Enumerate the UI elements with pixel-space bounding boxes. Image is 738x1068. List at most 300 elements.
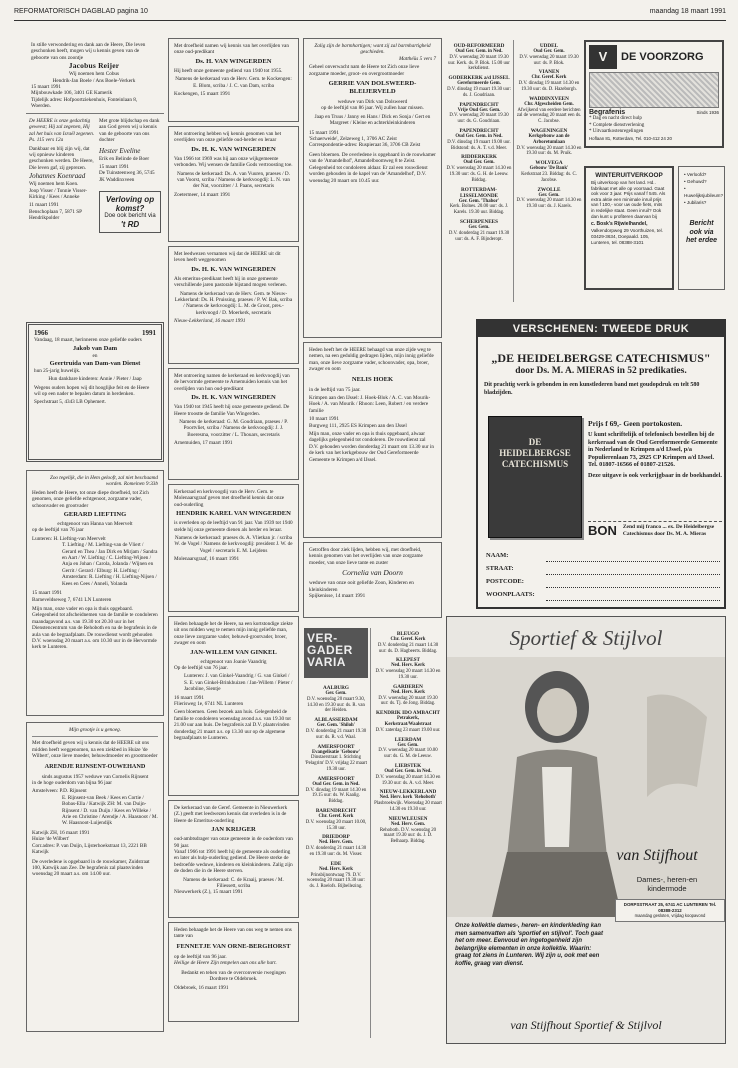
book-title: „DE HEIDELBERGSE CATECHISMUS" (491, 351, 711, 365)
signatories: Namens de kerkeraad: Ds. A. van Vuuren, praeses / D. van Voorst, scriba / Namens de kerkvoogdij: L. N. van der Nat, voorzitter / J. Paans, secretaris (176, 170, 291, 190)
page-header (14, 6, 726, 20)
church-listing (304, 808, 368, 831)
deceased-name: JAN-WILLEM VAN GINKEL (190, 648, 277, 656)
field-label: POSTCODE: (486, 578, 524, 585)
notice-date: 10 maart 1991 (309, 416, 339, 423)
notice-text: In stille verwondering en dank aan de Heere, Die leven geschonken heeft, mogen wij u kennis geven van de geboorte van ons zoontje (31, 42, 146, 61)
bullet: Dag en nacht direct hulp (592, 116, 642, 122)
church-listing (446, 43, 512, 72)
church-listing (374, 657, 442, 680)
notice-text: Met ontroering namen de kerkeraad en kerkvoogdij van de hervormde gemeente te Arnemuiden kennis van het overlijden van hun oud-predikant (174, 373, 290, 392)
notice-date: 15 maart 1991 (31, 84, 61, 91)
funeral-info: Geen bloemen. De overledene is opgebaard in de rouwkamer van de 'Amandelhof', Amandelboomweg 8 te Zeist. Gelegenheid tot condoleren aldaar. Er zal een rouwdienst worden gehouden in de kapel van de 'Amandelhof', D.V. woensdag 20 maart om 10.45 uur. (309, 151, 436, 184)
notice-text: Met droefheid geven wij u kennis dat de HEERE uit ons midden heeft weggenomen, na een ziekbed in Huize 'de Wilbert', onze lieve moeder, behuwdmoeder en grootmoeder (32, 740, 158, 760)
listing-church: Ned. Herv. Gem. (318, 840, 354, 846)
meeting-col-c (374, 628, 442, 1038)
church-listing (304, 717, 368, 740)
coupon-fields (486, 549, 720, 601)
notice-date: 11 maart 1991 (29, 202, 59, 209)
verse: Zoo tegelijk, die in Hem gelooft, zal niet beschaamd worden. Romeinen 9:33b (49, 475, 158, 488)
listing-place: WOLVEGA (535, 160, 563, 167)
voorzorg-bullets: * Dag en nacht direct hulp * Complete dienstverlening * Uitvaartkostenregelingen (589, 116, 645, 135)
church-listing (516, 160, 582, 183)
notice-sub: echtgenoot van Hanna van Meervelt (57, 521, 133, 528)
notice-date: 15 maart 1991 (99, 164, 129, 171)
listing-service: D.V. woensdag 20 maart 19.30 uur. Kerk. ds. P. Blok. 15.00 uur kerkdienst. (448, 54, 510, 72)
church-listing (446, 75, 512, 98)
church-listing (446, 187, 512, 216)
relatives-head: Amstelveen: P.D. Rijnsent (32, 788, 87, 795)
age: op de leeftijd van 86 jaar. Wij zullen haar missen. (321, 105, 424, 112)
obituary-van-dolsweerd (303, 38, 442, 338)
birth-notice-double (26, 115, 164, 305)
field-label: STRAAT: (486, 565, 514, 572)
listing-church: Gebouw 'De Bank' (529, 166, 569, 172)
winter-sale-ad (584, 166, 674, 290)
correspondence-address: Correspondentie-adres: Ruspieraat 36, 3706 CB Zeist (309, 142, 421, 149)
listing-service: D.V. zaterdag 23 maart 19.00 uur. (375, 727, 441, 733)
notice-note: Tijdelijk adres: Hofpoortziekenhuis, Fonteinlaan 8, Woerden. (31, 96, 138, 110)
notice-date: Arnemuiden, 17 maart 1991 (174, 440, 233, 447)
listing-place: VIANEN (538, 69, 560, 76)
church-listing (446, 102, 512, 125)
meeting-col-d (304, 682, 368, 1042)
notice-sub: is overleden op de leeftijd van 91 jaar. Van 1939 tot 1940 stelde hij onze gemeente dienen als herder en leraar. (174, 520, 293, 533)
connector: en (92, 353, 98, 360)
header-date: maandag 18 maart 1991 (649, 8, 726, 15)
fashion-ad (446, 616, 726, 1044)
church-listing (304, 834, 368, 857)
notice-sub: Wij noemen hem Koen. (29, 181, 79, 188)
book-description: Dit prachtig werk is gebonden in een kunstlederen band met goudopdruk en telt 580 bladzijden. (484, 382, 700, 396)
listing-church: Oud Ger. Gem. (463, 160, 495, 166)
listing-church: Evangelisatie 'Gebouw' (311, 749, 361, 755)
notice-text: Heden behaagde het de Heere, na een kortstondige ziekte uit ons midden weg te nemen mijn innig geliefde man, onze lieve zorgzame vader, behuwd-grootvader, broer, zwager en oom (174, 621, 293, 647)
child-name: Johannes Koenraad (29, 172, 86, 181)
notice-address: Benschoplaan 7, 5871 SP Hendrikpolder (29, 208, 82, 222)
obituary-rijnsent (26, 722, 164, 1032)
voorzorg-since: Sinds 1936 (696, 110, 719, 115)
listing-service: D.V. woensdag 20 maart 14.30 en 19.30 uur: ds. J. Karels. (516, 198, 582, 210)
deceased-name: JAN KRIJGER (211, 826, 256, 834)
deceased-name: FENNETJE VAN ORNE-BERGHORST (176, 942, 291, 950)
listing-church: Oud Ger. Gem. in Ned. (312, 781, 360, 787)
listing-place: NIEUW-LEKKERLAND (379, 789, 437, 796)
listing-place: UDDEL (539, 43, 559, 49)
deceased-name: NELIS HOEK (351, 375, 394, 383)
church-listing (516, 96, 582, 125)
notice-date: 16 maart 1991 (174, 694, 204, 701)
listing-place: BLEUGO (396, 631, 420, 637)
listing-church: Ned. Herv. Kerk (319, 866, 353, 872)
brand-logo: van Stijfhout (616, 847, 698, 864)
listing-church: Ned. Herv. kerk 'Rehoboth' (379, 795, 437, 801)
obituary-hoek (303, 342, 442, 538)
relatives: T. Liefting / M. Liefting-van de Vliert / Gerard en Thea / Jan Dirk en Mirjam / Sandra en Aart / W. Liefting / C. Liefting-Wijnen / Anja en Johan / Carola, Jolanda / Wijnen en Gerrit / Gerard / Elburg: H. Liefting / Amsterdam: R. Liefting / H. Liefting-Nijsen / Kees en Cees / Anneli, Yolanda (62, 542, 158, 587)
notice-text: Kerkeraad en kerkvoogdij van de Herv. Gem. te Molenaarsgraaf geven met droefheid kennis dat onze oud-ouderling (174, 489, 285, 508)
church-listing (374, 684, 442, 707)
signatories: Namens de kerkeraad: C. de Kraaij, praeses / M. Filiessett, scriba (183, 876, 284, 890)
notice-address: De Tuinsteenweg 36, 5745 JK Waddinxveen (99, 170, 155, 183)
vergadering-title: VER-GADER VARIA (307, 631, 353, 669)
church-listing (374, 631, 442, 654)
parents: Joop Visser / Tonnie Visser-Kirking / Kees / Anneke (29, 187, 87, 201)
child-name: Jacobus Reijer (68, 61, 120, 71)
relatives: Lunteren: J. van Ginkel-Vaandrig / G. van Ginkel / S. E. van Ginkel-Brinkhuizen / Jan-Willem / Pieter / Jacobiine, Sientje (184, 673, 293, 693)
model-blouse (542, 767, 572, 847)
notice-date: Nieuw-Lekkerland, 16 maart 1991 (174, 318, 246, 325)
listing-service: Rehoboth. D.V. woensdag 20 maart 19.30 uur: ds. J. D. Belhaarp. Biddag. (379, 827, 437, 845)
church-listing (374, 816, 442, 845)
listing-service: Plasbroekwijk. Woensdag 20 maart 14.30 en 19.30 uur. (374, 801, 442, 812)
shop-address: DORPSSTRAAT 25, 6741 AC LUNTEREN Tel. 08388-2312 (623, 902, 717, 913)
deceased-name: Ds. H. VAN WINGERDEN (195, 57, 272, 65)
notice-address: Flierisweg 1e, 6741 NL Lunteren (174, 701, 244, 708)
verse: Zalig zijn de barmhartigen; want zij zal barmhartigheid geschieden. (314, 43, 431, 56)
signatories: Namens de kerkeraad van de Herv. Gem. te Kockengen: E. Blom, scriba / J. C. van Dam, scriba (175, 76, 292, 89)
church-listing (374, 789, 442, 812)
listing-place: SCHERPENEES (459, 218, 499, 225)
order-coupon (588, 521, 722, 538)
header-rule (14, 20, 726, 21)
notice-sub: oud-ambtsdrager van onze gemeente in de ouderdom van 90 jaar. (174, 836, 293, 849)
listing-church: Petrakerk, Kerkstraat/Waalstraat (384, 716, 432, 727)
listing-service: D.V. donderdag 21 maart 19.30 uur: ds. R. v.d. Waal. (305, 728, 367, 740)
church-listing (374, 763, 442, 786)
ad-footer: van Stijfhout Sportief & Stijlvol (510, 1018, 662, 1032)
anniversary-notice (26, 322, 164, 462)
notice-address: Barneveldseweg 7, 6741 LN Lunteren (32, 596, 112, 603)
listing-service: Dinstaerstraat 1. Stichting 'Pelagrim' D.V. vrijdag 22 maart 19.30 uur. (305, 755, 367, 772)
listing-church: Ger. Gem. (538, 192, 560, 198)
listing-church: Ger. Gem. 'Shiloh' (317, 723, 355, 729)
ad-sub: Doe ook bericht via (104, 213, 156, 220)
deceased-name: Ds. H. K. VAN WINGERDEN (191, 265, 276, 273)
listing-church: Gereformeerde Gem. (457, 81, 501, 87)
notice-date: 15 maart 1991 (32, 590, 62, 597)
listing-church: Ger. Gem. (397, 742, 419, 748)
listing-church: Kerkgebouw aan de Arboretumlaan (528, 133, 570, 145)
question: Gehuwd? (686, 179, 707, 184)
notice-text: Getroffen door ziek lijden, hebben wij, met droefheid, kennis genomen van het overlijden van onze zorgzame moeder, van onze lieve tante en zuster (309, 547, 423, 566)
notice-note: Wegens ouders hopen wij dit hooglijke feit en de Heere wil op een nader te bepalen datum in herdenken. (34, 384, 150, 398)
listing-place: GODERKERK a/d IJSSEL (448, 75, 510, 82)
model-face (537, 688, 577, 736)
column-rule (513, 40, 514, 302)
listing-church: Oud Ger. Gem. in Ned. (455, 49, 503, 54)
notice-date: 15 maart 1991 (309, 129, 339, 136)
relatives: Krimpen aan den IJssel: J. Hoek-Blok / A. C. van Mourik-Hoek / A. van Mourik / Rhoon: Leen, Robert / en verdere familie (309, 395, 431, 414)
funeral-info: Geen bloemen. Geen bezoek aan huis. Gelegenheid de familie te condoleren woensdag avond a.s. van 19.30 tot 21.00 uur aan huis. De begrafenis zal D.V. plaatsvinden donderdag 21 maart a.s. op 13.30 uur op de algemene begraafplaats te Lunteren. (174, 709, 291, 742)
condolence-nieuwerkerk (168, 800, 299, 918)
listing-service: D.V. woensdag 20 maart 9.30, 14.30 en 19.30 uur: ds. R. van der Heiden. (307, 696, 365, 714)
voorzorg-subtitle: Begrafenis (589, 109, 626, 116)
listing-church: Ger. Gem. 'Thabor' (458, 198, 500, 204)
brand-lines: Dames-, heren-en kindermode (636, 875, 698, 893)
listing-service: D.V. woensdag 20 maart 10.00 uur: ds. G. M. de Leeuw. (378, 748, 438, 760)
notice-sub: Hij heeft onze gemeente gediend van 1940 tot 1955. (174, 67, 283, 74)
postcode-field[interactable] (546, 575, 720, 588)
ad-copy: Onze kollektie dames-, heren- en kinderkleding kan men samenvatten als 'sportief en stijlvol'. Toch gaat het om meer. Eenvoud en ingetogenheid zijn belangrijke elementen in onze kollektie. Waarin: graag tot ziens in Lunteren. Wij zijn u, ook met een koffie, graag van dienst. (455, 923, 604, 967)
listing-place: LIEBSTEK (394, 762, 422, 769)
verse: Heilige de Heere Zijn tempelen aan ons alle hart. (174, 960, 277, 967)
obituary-van-ginkel (168, 616, 299, 796)
notice-address: Corr.adres: P. van Duijn, Lijsterhoekstraat 13, 2221 BB Katwijk (32, 842, 147, 856)
listing-service: D.V. woensdag 20 maart 19.30 uur: ds. G. Goudriaan. (449, 113, 509, 125)
ad-title: Verloving op komst? (105, 195, 155, 214)
listing-place: LEERDAM (394, 736, 422, 743)
listing-place: EDE (330, 860, 342, 867)
listing-service: Kerkstraat 23. Biddag: ds. C. Jacobse. (521, 171, 577, 183)
divider (32, 736, 158, 737)
condolence-kockengen (168, 38, 299, 122)
voorzorg-address: Hoflaan 81, Rotterdam, Tel. 010-412 24 20 (589, 135, 672, 141)
notice-sub: Van 1966 tot 1969 was hij aan onze wijkgemeente verbonden. Wij wensen de familie Gods vertroosting toe. (174, 155, 293, 169)
notice-text-2: Vanaf 1966 tot 1991 heeft hij de gemeente als ouderling en later als hulp-ouderling gediend. De Heere sterke de bedroefde weduwe, kinderen en kleinkinderen. Zalig zijn de doden die in de Heere sterven. (174, 849, 293, 875)
name-field[interactable] (546, 549, 720, 562)
listing-service: Prinsbijnontwaag 79. D.V. woensdag 20 maart 19.30 uur: ds. J. Roelofs. Bijbellezing. (306, 872, 366, 890)
listing-church: Oud Ger. Gem. in Ned. (455, 133, 503, 139)
field-label: NAAM: (486, 552, 509, 559)
listing-service: D.V. woensdag 20 maart 14.30 en 19.30 uur: ds. A. v.d. Meer. (375, 774, 441, 786)
child-name: Hester Eveline (99, 146, 141, 155)
notice-text: Met leedwezen vernamen wij dat de HEERE uit dit leven heeft weggenomen (174, 251, 281, 264)
listing-place: KLEPEST (396, 657, 420, 664)
listing-service: D.V. woensdag 20 maart 10.00, 15.30 uur. (305, 819, 367, 831)
relatives: E. Rijnsent-van Beek / Kees en Cortie / Bobas-Ella / Katwijk ZH: M. van Duijn-Rijnsent / D. van Duijn / Kees en Willeke / Arie en Christine / Arendje / A. Haasnoot / M. W. Haasnoot-Luijendijk (62, 794, 158, 827)
listing-service: D.V. donderdag 21 maart 14.30 uur: ds. D. Hagbeerts. Biddag. (377, 642, 439, 654)
age: in de hoge ouderdom van bijna 96 jaar (32, 780, 112, 787)
notice-address: Burgweg 111, 2925 ES Krimpen aan den IJssel (309, 422, 407, 429)
deceased-name: Ds. H. K. VAN WINGERDEN (191, 145, 276, 153)
condolence-arnemuiden (168, 368, 299, 480)
shop-address: Valkendorpweg 29 Voorthuizen, tel. 03429-3634, Doepaald. 105, Lunteren, tel. 08388-3101 (591, 227, 663, 246)
person-name: Geertruida van Dam-van Dienst (49, 359, 141, 367)
ad-text: Bij uitverkoop van het land. Hd.. fabrikaat met alle op voorraad. Gaat ook voor 3 jaar. Prijs vanaf f 545. Als extra aktie een minimale inruil prijs van f 100,- voor uw oude fiets, mits in redelijke staat. Geen inruil? Ook dan kunt u profiteren daarvan bij (591, 180, 666, 219)
deceased-name: ARENDJE RIJNSENT-OUWEHAND (44, 762, 146, 770)
notice-sub: weduwe van onze ooit geliefde Zoon, Kinderen en kleinkinderen (309, 580, 414, 593)
listing-place: PAPENDRECHT (459, 101, 499, 108)
listing-service: Kerk. Bolnes. 20.00 uur: ds. J. Karels. 19.30 uur. Biddag. (449, 204, 509, 216)
notice-address: Mijnbouwkade 106, 3401 GE Kamerik (31, 90, 113, 97)
book-cover (488, 416, 582, 538)
listing-church: Chr. Geref. Kerk (531, 75, 567, 81)
listing-church: Oud Ger. Gem. (533, 49, 565, 54)
listing-service: D.V. dinsdag 19 maart 19.30 uur: ds. J. Goudriaan. (447, 86, 511, 98)
church-services-col-b (516, 40, 582, 320)
notice-address: Spechstraat 5, 4343 LB Ophemert. (34, 399, 107, 406)
field-label: WOONPLAATS: (486, 591, 535, 598)
age: in de leeftijd van 75 jaar. (309, 386, 361, 393)
street-field[interactable] (546, 562, 720, 575)
notice-sub: Van 1940 tot 1945 heeft hij onze gemeente gediend. De Heere troostte de familie Van Wingerden. (174, 404, 290, 417)
notice-sub: sinds augustus 1957 weduwe van Cornelis Rijnsent (41, 773, 149, 780)
age: Op de leeftijd van 76 jaar. (174, 665, 228, 672)
notice-date: Molenaarsgraaf, 16 maart 1991 (174, 556, 240, 563)
listing-church: Chr. Geref. Kerk (318, 813, 354, 819)
notice-date: Kockengen, 15 maart 1991 (174, 91, 231, 98)
coupon-text: Zend mij franco ... ex. De Heidelbergse Catechismus door Ds. M. A. Mieras (622, 524, 715, 537)
listing-service: D.V. donderdag 21 maart 14.30 en 19.30 uur: ds. M. Visser. (305, 846, 367, 857)
listing-service: D.V. woensdag 20 maart 19.30 uur: ds. Tj. de Jong. Biddag. (378, 695, 438, 707)
signatories: Namens de kerkeraad: G. M. Goudriaan, praeses / P. Poortvliet, scriba / Namens de kerkvoogdij: J. J. Boeresma, voorzitter / L. Thouars, secretaris (179, 419, 288, 438)
notice-text: Met ontroering hebben wij kennis genomen van het overlijden van onze geliefde oud-herder en leraar (174, 131, 282, 144)
funeral-info: Mijn man, onze vader en opa is thuis opgebaard, alwaar dagelijks gelegenheid tot condoleren. De rouwdienst zal D.V. gehouden worden donderdag 21 maart om 13.30 uur in de kerk van het kerkgebouw der Oud Gereformeerde Gemeente te Krimpen a/d IJssel. (309, 431, 434, 463)
listing-place: KENDRIK IDO AMBACHT (376, 710, 440, 717)
notice-text: Met grote blijdschap en dank aan God geven wij u kennis van de geboorte van ons dochter (99, 118, 160, 144)
notice-text: Heden behaagde het de Heere van ons weg te nemen ons tante van (174, 927, 292, 940)
voorzorg-ad (584, 40, 724, 148)
voorzorg-logo: V (589, 45, 617, 69)
listing-service: Afwijkend van eerdere berichten zal de woensdag 20 maart een ds. C. Jacobse. (516, 107, 582, 125)
listing-service: D.V. dinsdag 19 maart 14.30 en 19.15 uur: ds. W. Kaalig. Biddag. (305, 787, 367, 805)
bericht-ad: • Verloofd? • Gehuwd? • Huwelijksjubileum? • Jubilaris? Bericht ook via het erdee (678, 166, 725, 290)
listing-place: BARENDRECHT (315, 807, 357, 814)
notice-sub: Als emeritus-predikant heeft hij in onze gemeente verschillende jaren pastorale bijstand mogen verlenen. (174, 275, 287, 289)
vergadering-logo (304, 628, 368, 678)
listing-place: DRIEDORP (322, 834, 350, 841)
price: Prijs f 69,- Geen portokosten. (588, 419, 683, 428)
birth-notice-cobus (26, 38, 162, 112)
church-listing (304, 685, 368, 714)
voorzorg-emblem (589, 72, 719, 108)
listing-church: Ned. Herv. Gem. (390, 821, 426, 827)
church-listing (374, 737, 442, 760)
notice-sub: echtgenoot van Joanie Vaandrig (200, 658, 267, 665)
condolence-zoetermeer (168, 126, 299, 242)
church-listing (516, 128, 582, 157)
deceased-name: Cornelia van Doorn (342, 568, 403, 578)
listing-church: Ned. Herv. Kerk (391, 663, 425, 669)
listing-church: Chr. Geref. Kerk (390, 637, 426, 642)
question: Jubilaris? (686, 200, 707, 205)
listing-service: D.V. woensdag 20 maart 14.30 en 19.30 uur: ds. G. H. de Leeuw. Biddag. (446, 166, 512, 183)
person-name: Jakob van Dam (72, 345, 118, 353)
church-listing (516, 43, 582, 66)
listing-church: Vrije Oud Ger. Gem. (457, 107, 501, 113)
book-cover-title: DE HEIDELBERGSE CATECHISMUS (499, 437, 571, 469)
verse: De HEERE is onze gedachtig geweest; Hij zal zegenen, Hij zal het huis van Israël zegenen. Ps. 115 vers 12a (29, 118, 95, 144)
church-listing (304, 744, 368, 773)
catechism-ad (476, 319, 726, 609)
church-listing (446, 154, 512, 183)
deceased-name: GERARD LIEFTING (63, 511, 127, 519)
ad-script-title: Sportief & Stijlvol (509, 626, 663, 650)
signatories: Bedankt en tehen van de overconversie rwegingen Dordtere te Oldebroek. (181, 969, 286, 983)
relatives-head: Lunteren: H. Liefting-van Meervelt (32, 535, 106, 542)
church-listing (516, 187, 582, 210)
header-left: REFORMATORISCH DAGBLAD pagina 10 (14, 8, 148, 15)
listing-place: ZWOLLE (537, 186, 561, 193)
order-info: U kunt schriftelijk of telefonisch bestellen bij de kerkeraad van de Oud Gereformeerde Gemeente in Nederland te Krimpen a/d IJssel, p/a Populierenlaan 73, 2925 CP Krimpen a/d IJssel. Tel. 01807-16566 of 01807-21526. (588, 431, 718, 469)
listing-place: WADDINXVEEN (529, 95, 569, 102)
notice-date: Katwijk ZH, 16 maart 1991 (32, 829, 90, 836)
bericht-text: Bericht ook via het erdee (685, 220, 718, 244)
shop-name: c. Bosk's Rijwielhandel, (591, 221, 648, 228)
listing-service: D.V. woensdag 20 maart 14.30 en 19.30 uur. (375, 669, 441, 680)
coupon-title: BON (588, 523, 617, 538)
obituary-liefting (26, 470, 164, 716)
book-author: door Ds. M. A. MIERAS in 52 predikaties. (515, 366, 687, 376)
church-listing (516, 69, 582, 92)
condolence-molenaarsgraaf (168, 484, 299, 612)
notice-sub: weduwe van Dirk van Dolsweerd (337, 99, 408, 106)
listing-place: ALBLASSERDAM (314, 717, 358, 724)
listing-place: OUD-REFORMEERD (453, 43, 505, 49)
notice-date: Spijkenisse, 14 maart 1991 (309, 593, 366, 600)
deceased-name: Ds. H. K. VAN WINGERDEN (191, 394, 276, 402)
notice-address: 'Schaerweide', Zelzeweg 1, 3706 AC Zeist (309, 136, 397, 143)
church-listing (304, 776, 368, 805)
church-services-col-a (446, 40, 512, 298)
church-listing (374, 710, 442, 733)
notice-text: De kerkeraad van de Geref. Gemeente in Nieuwerkerk (Z.) geeft met leedwezen kennis dat overleden is in de Heere de Emeritus-ouderling (174, 805, 288, 824)
listing-place: AALBURG (323, 685, 349, 691)
notice-text: Geheel onverwacht nam de Heere tot Zich onze lieve zorgzame moeder, groot- en overgrootmoeder (309, 64, 420, 77)
listing-service: D.V. woensdag 20 maart 14.30 en 19.30 uur: ds. M. Pruik. (516, 145, 582, 157)
ad-title: WINTERUITVERKOOP (595, 172, 663, 179)
obituary-van-orne (168, 922, 299, 1022)
children: Hun dankbare kinderen: Annie / Pieter / Jaap (48, 376, 142, 383)
condolence-nieuw-lekkerland (168, 246, 299, 364)
year-end: 1991 (142, 329, 156, 337)
notice-date: Nieuwerkerk (Z.), 15 maart 1991 (174, 889, 243, 896)
column-rule (370, 628, 371, 1038)
shop-hours: maandag gesloten, vrijdag koopavond (634, 913, 706, 919)
listing-church: Ned. Herv. Kerk (391, 689, 425, 695)
notice-date: Zoetermeer, 14 maart 1991 (174, 191, 231, 198)
bullet: Uitvaartkostenregelingen (592, 129, 644, 135)
city-field[interactable] (546, 588, 720, 601)
notice-text: Dankbaar en blij zijn wij, dat wij opnieuw kinderen geschonken werden. De Heere, Die leven gaf, zij geprezen. (29, 145, 94, 171)
parents: Hendrik-Jan Boele / Ans Boele-Verkerk (52, 77, 136, 84)
listing-place: NIEUWLEUSEN (388, 815, 428, 822)
listing-service: D.V. donderdag 21 maart 19.30 uur: ds. A. F. Bijnderopt. (448, 230, 510, 242)
divider (26, 113, 164, 114)
ad-banner: VERSCHENEN: TWEEDE DRUK (478, 321, 724, 337)
notice-date: Oldebroek, 16 maart 1991 (174, 985, 229, 992)
notice-place: Huize 'de Wilbert' (32, 836, 70, 843)
age: op de leeftijd van 96 jaar. (174, 953, 227, 960)
notice-text: Vandaag, 18 maart, herinneren onze geliefde ouders (34, 337, 142, 343)
question: Huwelijksjubileum? (684, 193, 724, 198)
signatories: Namens de kerkeraad: praeses ds. A. Vlietkan jr. / scriba W. de Vogel / Namens de kerkvoogdij: president J. W. de Vogel / secretaris E. M. Leijdens (174, 535, 293, 554)
question: Verloofd? (686, 172, 707, 177)
listing-service: D.V. dinsdag 19 maart 19.00 uur. Bidstond: ds. A. T. v.d. Meer. (447, 139, 511, 151)
signatories: Namens de kerkeraad van de Herv. Gem. te Nieuw-Lekkerland: Ds. H. Pruissing, praeses / P. W. Bak, scriba / Namens de kerkvoogdij: L. M. de Groot, pres.-kerkvoogd / D. Moerkerk, secretaris (174, 290, 293, 316)
parents: Erik en Belinde de Boer (99, 155, 150, 162)
year-start: 1966 (34, 329, 48, 337)
listing-service: D.V. dinsdag 19 maart 14.30 en 19.30 uur: ds. D. Hazeborgh. (518, 81, 580, 92)
listing-church: Chr. Afgescheiden Gem. (524, 101, 574, 107)
listing-place: WAGENINGEN (530, 127, 568, 134)
relatives: Jaap en Truus / Janny en Hans / Dick en Sonja / Gert en Margreet / Kleine en achterkleinkinderen (314, 113, 431, 127)
listing-place: GARDEREN (393, 683, 423, 690)
notice-sub: Wij noemen hem Cobus (68, 71, 120, 78)
shop-info: Deze uitgave is ook verkrijgbaar in de boekhandel. (588, 471, 722, 479)
listing-service: D.V. woensdag 20 maart 19.30 uur: ds. P. Blok. (519, 54, 579, 66)
notice-sub: hun 25-jarig huwelijk. (34, 367, 81, 374)
funeral-info: De overledene is opgebaard in de rouwkamer, Zuidstraat 100, Katwijk aan Zee. De begrafenis zal plaatsvinden woensdag 20 maart a.s. om 14.00 uur. (32, 858, 150, 878)
notice-text: Heden heeft het de HEERE behaagd van onze zijde weg te nemen, na een geduldig gedragen lijden, mijn innig geliefde man, onze lieve zorgzame vader, schoonvader, opa, broer, zwager en oom (309, 347, 434, 373)
listing-place: ROTTERDAM-LISSELMONDE (459, 186, 499, 199)
church-listing (304, 861, 368, 890)
listing-place: PAPENDRECHT (459, 127, 499, 134)
verse: Mijn grootje is u genoeg. (68, 727, 122, 733)
listing-place: AMERSFOORT (317, 743, 355, 750)
church-listing (446, 219, 512, 242)
notice-text: Heden heeft de Heere, tot onze diepe droefheid, tot Zich genomen, onze geliefde echtgenoot, zorgzame vader, schoonvader en grootvader (32, 489, 149, 509)
